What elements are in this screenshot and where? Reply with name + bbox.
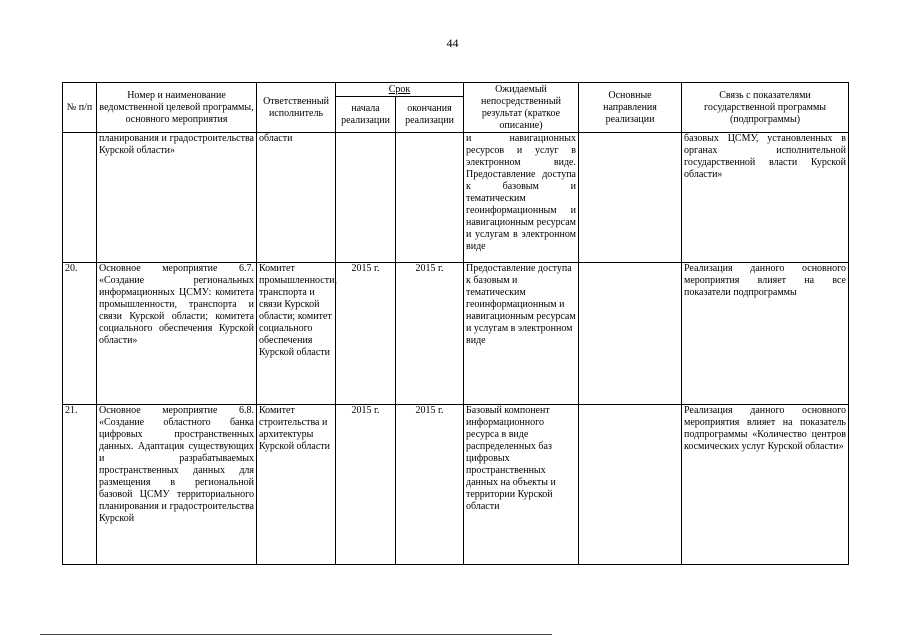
table-row xyxy=(63,405,849,565)
header-term: Срок xyxy=(336,83,464,97)
program-table xyxy=(62,82,849,565)
header-result: Ожидаемый непосредственный результат (краткое описание) xyxy=(464,83,579,133)
row-executor: области xyxy=(257,133,336,263)
row-result: Базовый компонент информационного ресурса в виде распределенных баз цифровых пространственных данных на объекты и территории Курской области xyxy=(464,405,579,565)
page-number: 44 xyxy=(446,36,459,50)
row-end: 2015 г. xyxy=(396,405,464,565)
row-name: планирования и градостроительства Курской области» xyxy=(97,133,257,263)
header-num: № п/п xyxy=(63,83,97,133)
row-directions xyxy=(579,405,682,565)
row-start xyxy=(336,133,396,263)
row-num: 20. xyxy=(63,263,97,405)
row-end: 2015 г. xyxy=(396,263,464,405)
row-link: базовых ЦСМУ, установленных в органах исполнительной государственной власти Курской области» xyxy=(682,133,849,263)
header-name: Номер и наименование ведомственной целевой программы, основного мероприятия xyxy=(97,83,257,133)
row-num: 21. xyxy=(63,405,97,565)
row-end xyxy=(396,133,464,263)
row-link: Реализация данного основного мероприятия влияет на показатель подпрограммы «Количество центров космических услуг Курской области» xyxy=(682,405,849,565)
row-result: и навигационных ресурсов и услуг в электронном виде. Предоставление доступа к базовым и тематическим геоинформационным и навигационным ресурсам и услугам в электронном виде xyxy=(464,133,579,263)
header-executor: Ответственный исполнитель xyxy=(257,83,336,133)
header-term-start: начала реализации xyxy=(336,97,396,133)
bottom-divider xyxy=(40,634,552,635)
row-directions xyxy=(579,263,682,405)
header-term-end: окончания реализации xyxy=(396,97,464,133)
row-directions xyxy=(579,133,682,263)
row-name: Основное мероприятие 6.7. «Создание региональных информационных ЦСМУ: комитета промышленности, транспорта и связи Курской области; комитета социального обеспечения Курской области» xyxy=(97,263,257,405)
row-start: 2015 г. xyxy=(336,405,396,565)
row-result: Предоставление доступа к базовым и тематическим геоинформационным и навигационным ресурсам и услугам в электронном виде xyxy=(464,263,579,405)
row-num xyxy=(63,133,97,263)
table-row xyxy=(63,263,849,405)
row-name: Основное мероприятие 6.8. «Создание областного банка цифровых пространственных данных. Адаптация существующих и разрабатываемых пространственных данных для размещения в региональной базовой ЦСМУ территориального планирования и градостроительства Курской xyxy=(97,405,257,565)
table-row xyxy=(63,133,849,263)
row-link: Реализация данного основного мероприятия влияет на все показатели подпрограммы xyxy=(682,263,849,405)
row-executor: Комитет строительства и архитектуры Курской области xyxy=(257,405,336,565)
row-executor: Комитет промышленности, транспорта и связи Курской области; комитет социального обеспечения Курской области xyxy=(257,263,336,405)
header-directions: Основные направления реализации xyxy=(579,83,682,133)
header-link: Связь с показателями государственной программы (подпрограммы) xyxy=(682,83,849,133)
row-start: 2015 г. xyxy=(336,263,396,405)
